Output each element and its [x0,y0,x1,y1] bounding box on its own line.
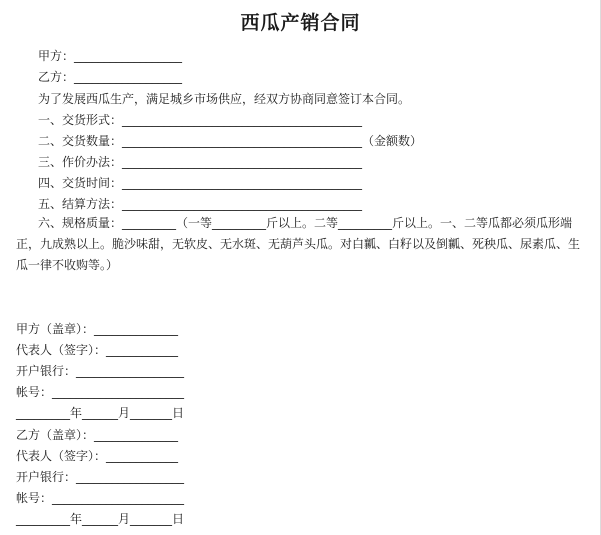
clause-delivery-time: 四、交货时间：________________________________________ [38,176,363,190]
clause-pricing-method: 三、作价办法：________________________________________ [38,155,363,169]
party-a-seal: 甲方（盖章）：______________ [16,322,179,336]
document-title: 西瓜产销合同 [240,12,361,34]
party-a-representative: 代表人（签字）：____________ [16,343,179,357]
party-b-account: 帐号：______________________ [16,491,185,505]
party-b-line: 乙方：__________________ [38,70,183,84]
party-a-date: _________年______月_______日 [16,406,185,420]
clause-delivery-form: 一、交货形式：________________________________________ [38,113,363,127]
clause-quality-spec: 六、规格质量：_________（一等_________斤以上。二等_________斤以上。一、二等瓜都必须瓜形端正，九成熟以上。脆沙味甜，无软皮、无水斑、无葫芦头瓜。对白瓤、白籽以及倒瓤、死秧瓜、尿素瓜、生瓜一律不收购等。） [16,216,581,272]
intro-paragraph: 为了发展西瓜生产，满足城乡市场供应，经双方协商同意签订本合同。 [38,92,411,106]
party-b-seal: 乙方（盖章）：______________ [16,428,179,442]
party-b-bank: 开户银行：__________________ [16,470,185,484]
party-b-date: _________年______月_______日 [16,512,185,526]
party-b-representative: 代表人（签字）：____________ [16,449,179,463]
party-a-line: 甲方：__________________ [38,49,183,63]
clause-delivery-quantity: 二、交货数量：________________________________________（金额数） [38,134,423,148]
party-a-account: 帐号：______________________ [16,385,185,399]
party-a-bank: 开户银行：__________________ [16,364,185,378]
clause-settlement-method: 五、结算方法：________________________________________ [38,197,363,211]
